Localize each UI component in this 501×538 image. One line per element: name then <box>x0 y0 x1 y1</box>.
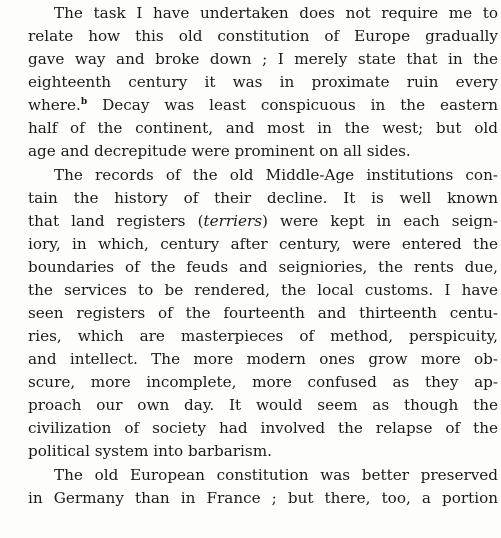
text-span: where. <box>28 96 81 114</box>
text-line <box>28 94 498 116</box>
text-line: relate how this old constitution of Europe gradually <box>28 27 498 45</box>
footnote-marker: b <box>80 96 88 107</box>
text-line: seen registers of the fourteenth and thirteenth centu- <box>28 304 498 322</box>
text-line: tain the history of their decline. It is well known <box>28 189 498 207</box>
text-line: and intellect. The more modern ones grow more ob- <box>28 350 498 368</box>
text-line: eighteenth century it was in proximate ruin every <box>28 73 498 91</box>
text-span: that land registers ( <box>28 212 204 230</box>
text-line: proach our own day. It would seem as though the <box>28 396 498 414</box>
text-span: ) were kept in each seign- <box>262 212 498 230</box>
text-line: the services to be rendered, the local customs. I have <box>28 281 498 299</box>
text-line: boundaries of the feuds and seigniories, the rents due, <box>28 258 498 276</box>
text-span: Decay was least conspicuous in the eastern <box>87 96 498 114</box>
text-line: civilization of society had involved the relapse of the <box>28 419 498 437</box>
text-line: in Germany than in France ; but there, too, a portion <box>28 489 498 507</box>
text-line: scure, more incomplete, more confused as they ap- <box>28 373 498 391</box>
italic-term: terriers <box>203 212 263 230</box>
text-line: The task I have undertaken does not require me to <box>54 4 498 22</box>
text-line: The records of the old Middle-Age institutions con- <box>54 166 498 184</box>
text-line: The old European constitution was better preserved <box>54 466 498 484</box>
text-line: ries, which are masterpieces of method, perspicuity, <box>28 327 498 345</box>
text-line: political system into barbarism. <box>28 442 272 460</box>
text-line <box>28 210 498 232</box>
text-line: half of the continent, and most in the west; but old <box>28 119 498 137</box>
text-line: age and decrepitude were prominent on all sides. <box>28 142 411 160</box>
text-line: iory, in which, century after century, were entered the <box>28 235 498 253</box>
text-line: gave way and broke down ; I merely state that in the <box>28 50 498 68</box>
